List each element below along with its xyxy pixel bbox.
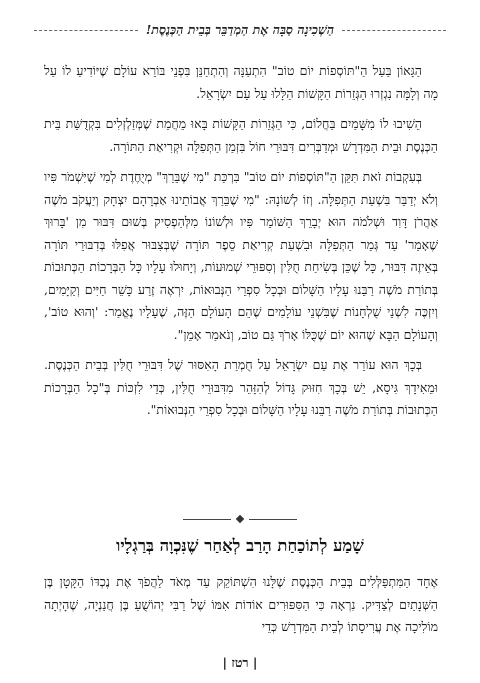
paragraph: הֵשִׁיבוּ לוֹ מִשָּׁמַיִם בַּחֲלוֹם, כִּי הַגְּזֵרוֹת הַקָּשׁוֹת בָּאוּ מֵחֲמַת שֶׁמְּזַלְזְלִים בִּקְדֻשַּׁת בֵּית הַכְּנֶסֶת וּבֵית הַמִּדְרָשׁ וּמְדַבְּרִים דִּבּוּרֵי חוֹל בִּזְמַן הַתְּפִלָּה וּקְרִיאַת הַתּוֹרָה. xyxy=(44,116,438,154)
divider-diamond-icon xyxy=(236,515,244,523)
header-dash-right xyxy=(342,30,446,31)
section-text xyxy=(44,571,438,639)
running-header xyxy=(34,22,446,38)
section-heading: שָׁמַע לְתוֹכַחַת הָרַב לְאַחַר שֶׁנִּכְוָה בְּרַגְלָיו xyxy=(116,536,364,555)
paragraph: אֶחָד הַמִּתְפַּלְּלִים בְּבֵית הַכְּנֶסֶת שֶׁלָּנוּ הִשְׁתּוֹקֵק עַד מְאֹד לַהֲפֹךְ אֶת נֶכְדּוֹ הַקָּטָן בֶּן הַשְּׁנָתַיִם לְצַדִּיק. נִרְאָה כִּי הַסִּפּוּרִים אוֹדוֹת אִמּוֹ שֶׁל רַבִּי יְהוֹשֻׁעַ בֶּן חֲנַנְיָה, שֶׁהָיְתָה מוֹלִיכָה אֶת עֲרִיסָתוֹ לְבֵית הַמִּדְרָשׁ כְּדֵי xyxy=(44,574,438,634)
section-divider xyxy=(0,516,480,522)
divider-line xyxy=(249,519,297,520)
paragraph: הַגָּאוֹן בַּעַל הַ"תּוֹסְפוֹת יוֹם טוֹב" הִתְעַנָּה וְהִתְחַנֵּן בִּפְנֵי בּוֹרֵא עוֹלָם שֶׁיּוֹדִיעַ לוֹ עַל מָה וְלָמָּה נִגְזְרוּ הַגְּזֵרוֹת הַקָּשׁוֹת הַלָּלוּ עַל עַם יִשְׂרָאֵל. xyxy=(44,63,438,101)
paragraph: בְּכָךְ הוּא עוֹרֵר אֶת עַם יִשְׂרָאֵל עַל חֻמְרַת הָאִסּוּר שֶׁל דִּבּוּרֵי חֻלִּין בְּבֵית הַכְּנֶסֶת. וּמֵאִידָךְ גִּיסָא, יֵשׁ בְּכָךְ חִזּוּק גָּדוֹל לְהִזָּהֵר מִדִּבּוּרֵי חֻלִּין, כְּדֵי לִזְכּוֹת בְּ"כָל הַבְּרָכוֹת הַכְּתוּבוֹת בְּתוֹרַת מֹשֶׁה רַבֵּנוּ עָלָיו הַשָּׁלוֹם וּבְכָל סִפְרֵי הַנְּבוּאוֹת". xyxy=(44,357,438,417)
paragraph: בְּעִקְבוֹת זֹאת תִּקֵּן הַ"תּוֹסְפוֹת יוֹם טוֹב" בִּרְכַּת "מִי שֶׁבֵּרַךְ" מְיֻחֶדֶת לְמִי שֶׁיִּשְׁמֹר פִּיו וְלֹא יְדַבֵּר בִּשְׁעַת הַתְּפִלָּה. וְזוֹ לְשׁוֹנָהּ: "מִי שֶׁבֵּרַךְ אֲבוֹתֵינוּ אַבְרָהָם יִצְחָק וְיַעֲקֹב מֹשֶׁה אַהֲרֹן דָּוִד וּשְׁלֹמֹה הוּא יְבָרֵךְ הַשּׁוֹמֵר פִּיו וּלְשׁוֹנוֹ מִלְּהַפְסִיק בְּשׁוּם דִּבּוּר מִן 'בָּרוּךְ שֶׁאָמַר' עַד גְּמַר הַתְּפִלָּה וּבִשְׁעַת קְרִיאַת סֵפֶר תּוֹרָה שֶׁבְּצִבּוּר אֲפִלּוּ בְּדִבּוּרֵי תּוֹרָה בְּאֵיזֶה דִּבּוּר, כָּל שֶׁכֵּן בְּשִׂיחַת חֻלִּין וְסִפּוּרֵי שְׁמוּעוֹת, וְיָחוּלוּ עָלָיו כָּל הַבְּרָכוֹת הַכְּתוּבוֹת בְּתוֹרַת מֹשֶׁה רַבֵּנוּ עָלָיו הַשָּׁלוֹם וּבְכָל סִפְרֵי הַנְּבוּאוֹת, יִרְאֶה זֶרַע כָּשֵׁר חַיִּים וְקַיָּמִים, וְיִזְכֶּה לִשְׁנֵי שֻׁלְחָנוֹת שֶׁבִּשְׁנֵי עוֹלָמִים שֶׁהֵם הָעוֹלָם הַזֶּה, שֶׁעָלָיו נֶאֱמַר: 'וְהוּא טוֹב', וְהָעוֹלָם הַבָּא שֶׁהוּא יוֹם שֶׁכֻּלּוֹ אָרֹךְ גַּם טוֹב, וְנֹאמַר אָמֵן". xyxy=(44,169,438,342)
divider-line xyxy=(183,519,231,520)
header-dash-left xyxy=(34,30,138,31)
page-number: | רטז | xyxy=(222,655,258,670)
main-text xyxy=(44,60,438,430)
running-title: הַשְׁכִינָה סַבָּה אֶת הַמְדַבֵּר בְּבֵית הַכְּנֶסֶת! xyxy=(145,22,335,37)
